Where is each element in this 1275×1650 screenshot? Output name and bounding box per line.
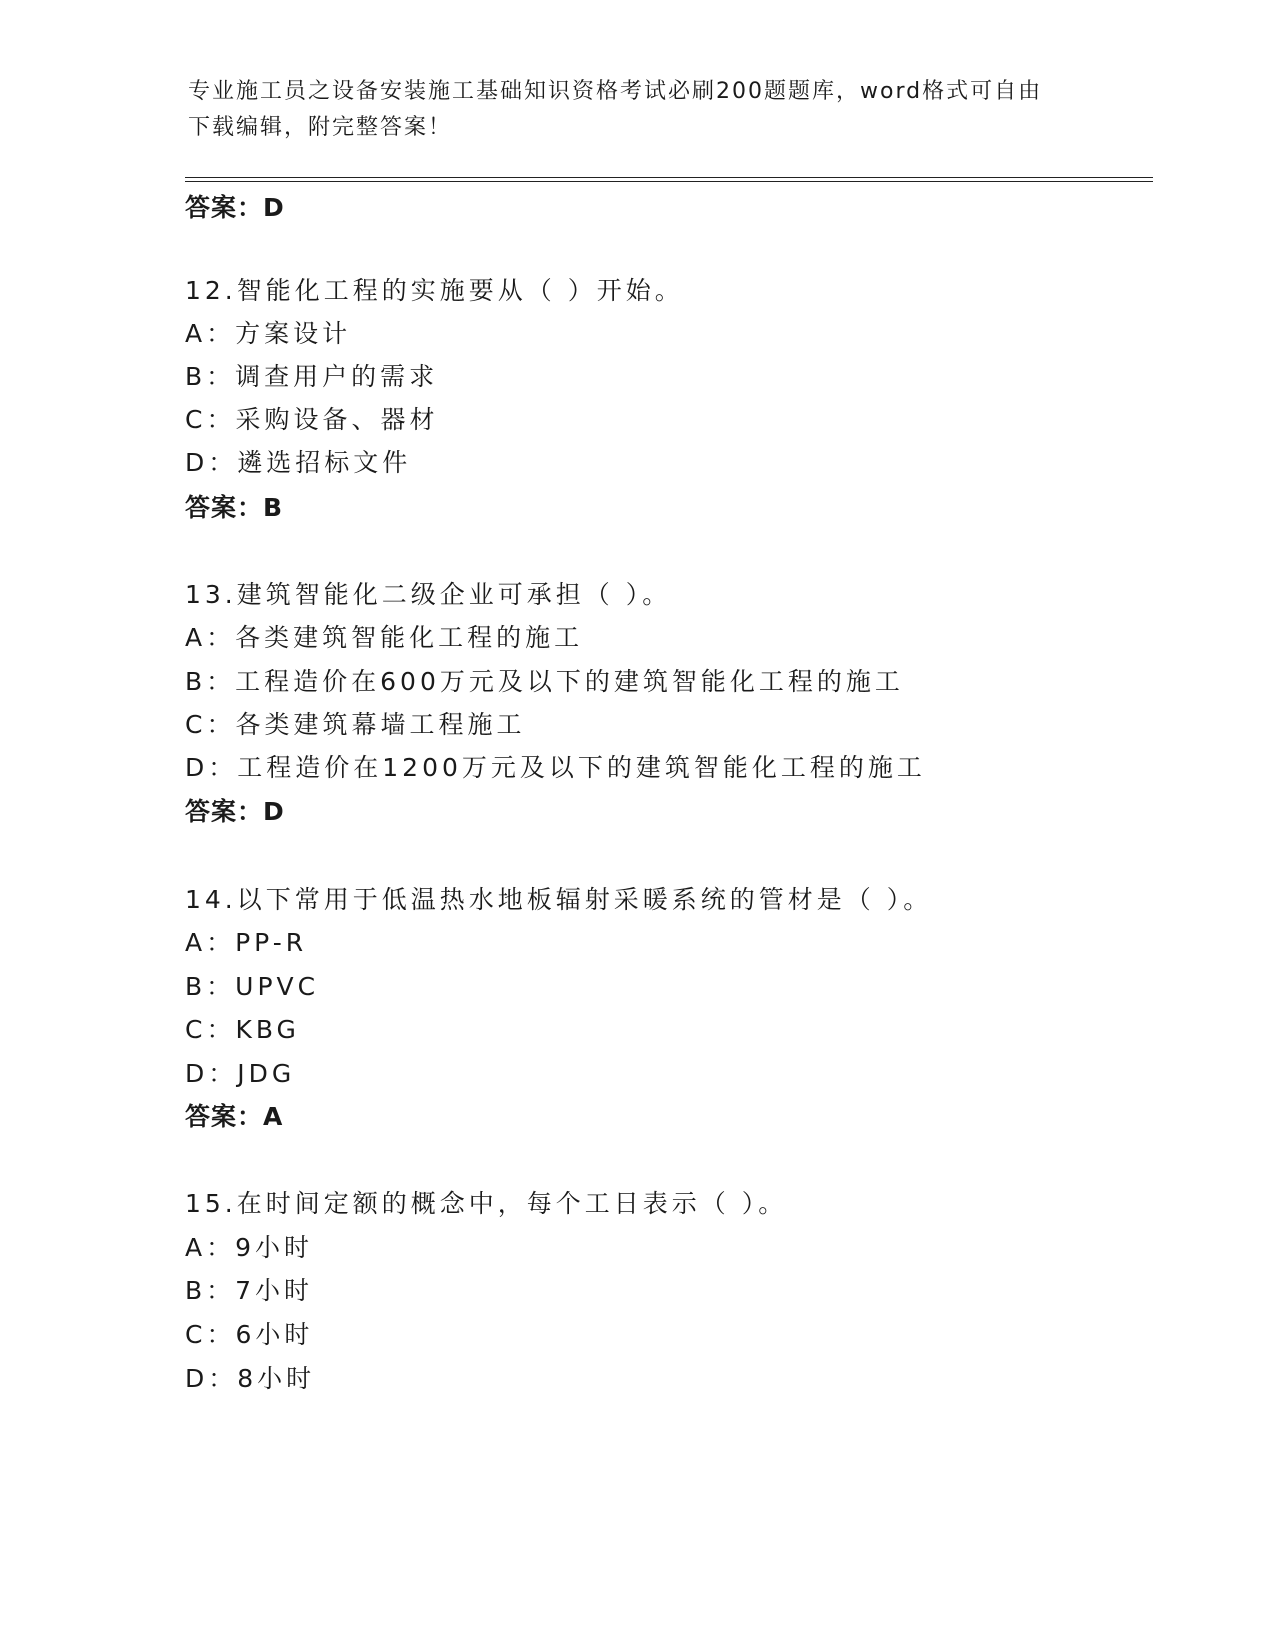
question-12-option-a: A：方案设计 xyxy=(185,319,352,348)
document-header xyxy=(188,74,1068,146)
question-13-answer: 答案：D xyxy=(185,797,285,826)
question-14-option-d: D：JDG xyxy=(185,1059,296,1088)
answer-prev: 答案：D xyxy=(185,193,285,222)
question-13-stem: 13.建筑智能化二级企业可承担（ ）。 xyxy=(185,580,672,609)
question-15-option-d: D：8小时 xyxy=(185,1364,316,1393)
question-13-option-c: C：各类建筑幕墙工程施工 xyxy=(185,710,526,739)
question-15-stem: 15.在时间定额的概念中，每个工日表示（ ）。 xyxy=(185,1189,788,1218)
question-14-option-a: A：PP-R xyxy=(185,928,308,957)
question-13-option-d: D：工程造价在1200万元及以下的建筑智能化工程的施工 xyxy=(185,753,926,782)
question-12-option-b: B：调查用户的需求 xyxy=(185,362,439,391)
header-divider-bottom xyxy=(185,181,1153,182)
question-14-answer: 答案：A xyxy=(185,1102,284,1131)
question-14-option-b: B：UPVC xyxy=(185,972,320,1001)
question-14-option-c: C：KBG xyxy=(185,1015,300,1044)
question-14-stem: 14.以下常用于低温热水地板辐射采暖系统的管材是（ ）。 xyxy=(185,885,933,914)
question-12-stem: 12.智能化工程的实施要从（ ）开始。 xyxy=(185,276,684,305)
header-line-2: 下载编辑，附完整答案！ xyxy=(188,115,453,140)
question-12-answer: 答案：B xyxy=(185,493,284,522)
question-15-option-b: B：7小时 xyxy=(185,1276,314,1305)
question-13-option-b: B：工程造价在600万元及以下的建筑智能化工程的施工 xyxy=(185,667,904,696)
question-15-option-c: C：6小时 xyxy=(185,1320,314,1349)
question-12-option-d: D：遴选招标文件 xyxy=(185,448,412,477)
question-13-option-a: A：各类建筑智能化工程的施工 xyxy=(185,623,584,652)
header-divider-top xyxy=(185,177,1153,178)
header-line-1: 专业施工员之设备安装施工基础知识资格考试必刷200题题库，word格式可自由 xyxy=(188,79,1043,104)
question-12-option-c: C：采购设备、器材 xyxy=(185,405,439,434)
question-15-option-a: A：9小时 xyxy=(185,1233,314,1262)
